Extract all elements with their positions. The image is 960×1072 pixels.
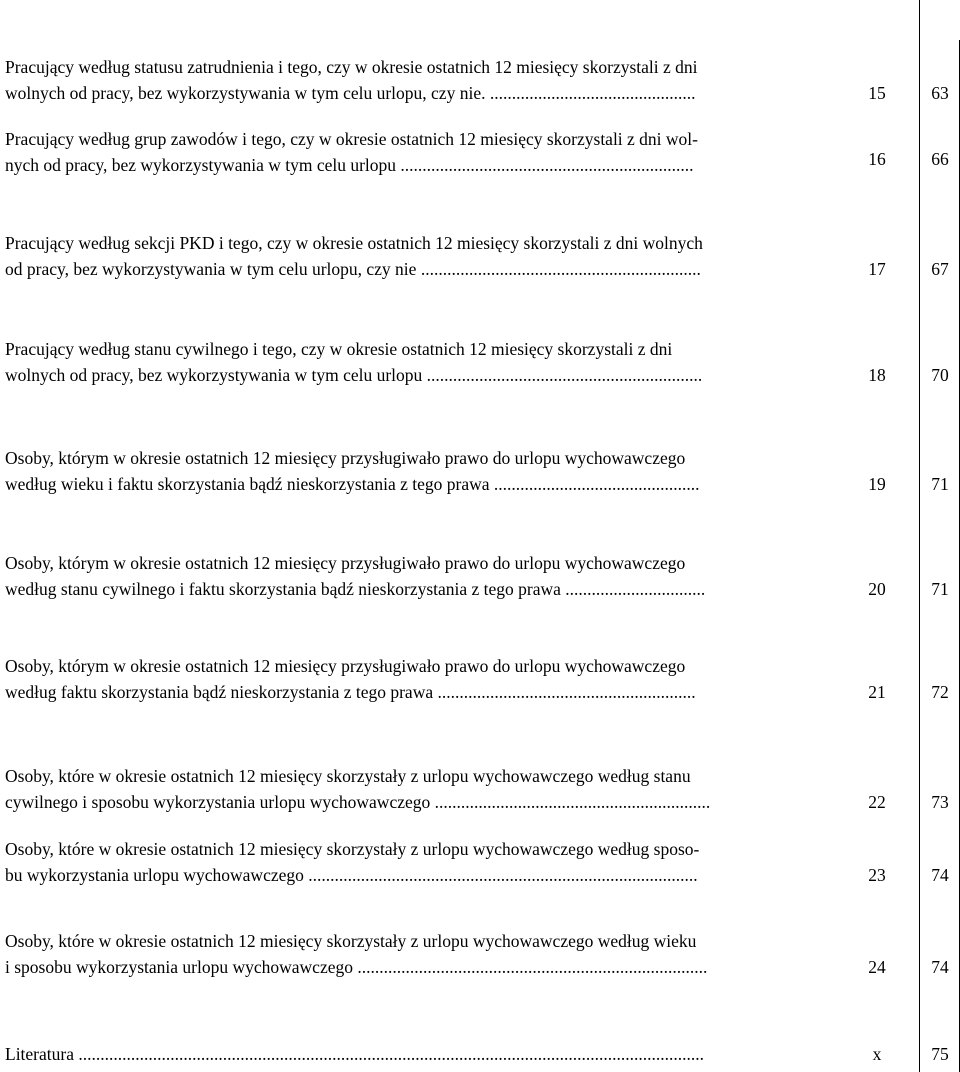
toc-entry[interactable]	[0, 336, 960, 390]
page-number: 72	[931, 682, 949, 702]
toc-entry[interactable]	[0, 550, 960, 604]
toc-entry-line: Osoby, którym w okresie ostatnich 12 miesięcy przysługiwało prawo do urlopu wychowawczego	[5, 656, 686, 676]
toc-entry-line: Pracujący według statusu zatrudnienia i tego, czy w okresie ostatnich 12 miesięcy skorzystali z dni	[5, 57, 698, 77]
toc-entry-line: Osoby, którym w okresie ostatnich 12 miesięcy przysługiwało prawo do urlopu wychowawczego	[5, 553, 686, 573]
toc-entry[interactable]	[0, 445, 960, 499]
toc-entry-line: i sposobu wykorzystania urlopu wychowawczego ................................................................................	[5, 957, 708, 977]
toc-entry-line: Osoby, które w okresie ostatnich 12 miesięcy skorzystały z urlopu wychowawczego według stanu	[5, 766, 691, 786]
toc-entry-line: według faktu skorzystania bądź nieskorzystania z tego prawa ...........................................................	[5, 682, 696, 702]
toc-entry-line: Osoby, które w okresie ostatnich 12 miesięcy skorzystały z urlopu wychowawczego według sposo-	[5, 839, 700, 859]
toc-entry-title	[5, 836, 835, 888]
toc-entry-title	[5, 1041, 835, 1067]
table-number: x	[872, 1044, 882, 1064]
table-number: 20	[868, 579, 886, 599]
table-number: 17	[868, 259, 886, 279]
toc-entry-title	[5, 54, 835, 106]
toc-entry[interactable]	[0, 653, 960, 707]
table-number: 21	[868, 682, 886, 702]
toc-entry-line: Osoby, które w okresie ostatnich 12 miesięcy skorzystały z urlopu wychowawczego według wieku	[5, 931, 697, 951]
page-number: 75	[931, 1044, 949, 1064]
table-number: 16	[868, 149, 886, 169]
toc-entry-title	[5, 126, 835, 178]
toc-entry[interactable]	[0, 928, 960, 982]
toc-entry-line: wolnych od pracy, bez wykorzystywania w tym celu urlopu ...............................................................	[5, 365, 703, 385]
toc-entry[interactable]	[0, 836, 960, 890]
toc-entry-line: wolnych od pracy, bez wykorzystywania w tym celu urlopu, czy nie. ...............................................	[5, 83, 696, 103]
toc-entry[interactable]	[0, 126, 960, 180]
page-number: 74	[931, 957, 949, 977]
toc-entry-line: według wieku i faktu skorzystania bądź nieskorzystania z tego prawa ...............................................	[5, 474, 700, 494]
toc-entry-title	[5, 230, 835, 282]
table-number: 15	[868, 83, 886, 103]
toc-entry-line: cywilnego i sposobu wykorzystania urlopu wychowawczego ...............................................................	[5, 792, 711, 812]
toc-entry-line: od pracy, bez wykorzystywania w tym celu urlopu, czy nie ................................................................	[5, 259, 701, 279]
table-number: 19	[868, 474, 886, 494]
page-number: 73	[931, 792, 949, 812]
toc-entry-line: Pracujący według stanu cywilnego i tego, czy w okresie ostatnich 12 miesięcy skorzystali z dni	[5, 339, 673, 359]
page-number: 74	[931, 865, 949, 885]
toc-entry[interactable]	[0, 230, 960, 284]
page-number: 67	[931, 259, 949, 279]
page-number: 71	[931, 474, 949, 494]
page-number: 71	[931, 579, 949, 599]
page-number: 70	[931, 365, 949, 385]
toc-entry-title	[5, 653, 835, 705]
page-number: 66	[931, 149, 949, 169]
toc-entry-line: bu wykorzystania urlopu wychowawczego .........................................................................................	[5, 865, 698, 885]
toc-entry-title	[5, 763, 835, 815]
table-number: 18	[868, 365, 886, 385]
table-number: 22	[868, 792, 886, 812]
toc-entry-literatura[interactable]	[0, 1041, 960, 1069]
toc-entry-title	[5, 445, 835, 497]
toc-entry[interactable]	[0, 763, 960, 817]
toc-entry-line: nych od pracy, bez wykorzystywania w tym celu urlopu ...................................................................	[5, 155, 694, 175]
toc-entry-line: Osoby, którym w okresie ostatnich 12 miesięcy przysługiwało prawo do urlopu wychowawczego	[5, 448, 686, 468]
toc-entry-line: Pracujący według sekcji PKD i tego, czy w okresie ostatnich 12 miesięcy skorzystali z dni wolnych	[5, 233, 703, 253]
toc-entry-title	[5, 928, 835, 980]
toc-entry-line: Literatura ...............................................................................................................................................	[5, 1044, 704, 1064]
toc-entry-line: Pracujący według grup zawodów i tego, czy w okresie ostatnich 12 miesięcy skorzystali z dni wol-	[5, 129, 699, 149]
toc-entry-title	[5, 550, 835, 602]
toc-entry-title	[5, 336, 835, 388]
toc-entry[interactable]	[0, 54, 960, 108]
page-number: 63	[931, 83, 949, 103]
table-number: 24	[868, 957, 886, 977]
toc-entry-line: według stanu cywilnego i faktu skorzystania bądź nieskorzystania z tego prawa ................................	[5, 579, 706, 599]
table-number: 23	[868, 865, 886, 885]
